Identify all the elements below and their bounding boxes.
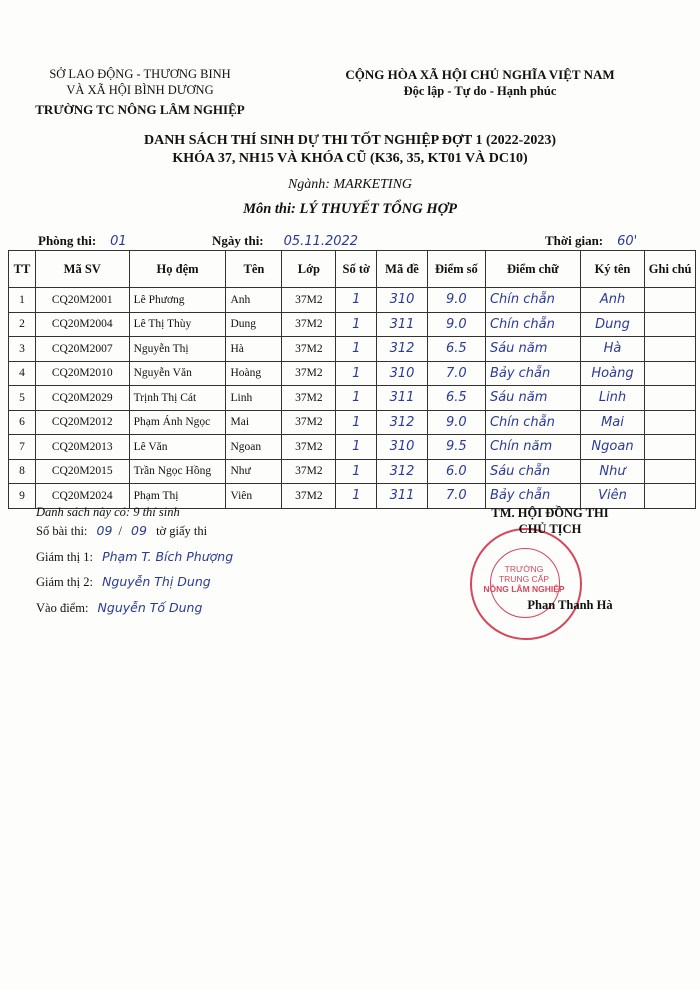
proctor-1-label: Giám thị 1:: [36, 550, 93, 564]
table-row: [9, 435, 696, 460]
cell-student-id: CQ20M2013: [35, 435, 129, 460]
ministry-line-2: VÀ XÃ HỘI BÌNH DƯƠNG: [66, 83, 214, 97]
cell-student-id: CQ20M2015: [35, 459, 129, 484]
cell-score: 7.0: [427, 361, 485, 386]
papers-suffix: tờ giấy thi: [156, 524, 208, 538]
council-title: TM. HỘI ĐỒNG THI: [491, 506, 609, 520]
table-row: [9, 459, 696, 484]
cell-given-name: Anh: [226, 288, 282, 313]
cell-score: 7.0: [427, 484, 485, 509]
document-title: DANH SÁCH THÍ SINH DỰ THI TỐT NGHIỆP ĐỢT 1 (2022-2023): [143, 133, 557, 148]
grader-line: [36, 600, 202, 616]
cell-class: 37M2: [282, 410, 336, 435]
cell-sheets: 1: [336, 484, 377, 509]
cell-score-words: Sáu năm: [485, 386, 580, 411]
cell-student-id: CQ20M2029: [35, 386, 129, 411]
cell-surname: Nguyễn Thị: [129, 337, 226, 362]
cell-score: 6.5: [427, 386, 485, 411]
proctor-2-line: [36, 574, 211, 590]
cell-score-words: Sáu chẵn: [485, 459, 580, 484]
table-row: [9, 337, 696, 362]
proctor-1-signature: Phạm T. Bích Phượng: [102, 549, 234, 564]
cell-exam-code: 311: [377, 386, 428, 411]
date-field: [212, 232, 358, 250]
cell-note: [645, 337, 696, 362]
cell-signature: Anh: [580, 288, 645, 313]
cell-given-name: Linh: [226, 386, 282, 411]
cell-score-words: Chín chẵn: [485, 312, 580, 337]
col-header: Lớp: [282, 251, 336, 288]
cell-note: [645, 410, 696, 435]
cell-surname: Lê Văn: [129, 435, 226, 460]
duration-value: 60': [617, 234, 638, 249]
national-heading: [330, 66, 630, 100]
cell-given-name: Hoàng: [226, 361, 282, 386]
cell-tt: 9: [9, 484, 36, 509]
cell-sheets: 1: [336, 386, 377, 411]
cell-class: 37M2: [282, 361, 336, 386]
cell-given-name: Như: [226, 459, 282, 484]
cell-note: [645, 312, 696, 337]
cell-class: 37M2: [282, 386, 336, 411]
cell-sheets: 1: [336, 312, 377, 337]
issuing-authority: [20, 66, 260, 118]
cell-exam-code: 310: [377, 288, 428, 313]
cell-given-name: Viên: [226, 484, 282, 509]
cell-score: 9.0: [427, 312, 485, 337]
table-row: [9, 312, 696, 337]
cell-exam-code: 312: [377, 410, 428, 435]
cell-given-name: Ngoan: [226, 435, 282, 460]
cell-score-words: Chín năm: [485, 435, 580, 460]
cell-surname: Phạm Ánh Ngọc: [129, 410, 226, 435]
cell-exam-code: 310: [377, 361, 428, 386]
cell-signature: Hà: [580, 337, 645, 362]
cell-score-words: Sáu năm: [485, 337, 580, 362]
national-motto: Độc lập - Tự do - Hạnh phúc: [403, 84, 557, 98]
cell-tt: 2: [9, 312, 36, 337]
col-header: Số tờ: [336, 251, 377, 288]
cell-score: 9.0: [427, 288, 485, 313]
col-header: Ghi chú: [645, 251, 696, 288]
duration-label: Thời gian:: [545, 233, 604, 248]
cell-student-id: CQ20M2012: [35, 410, 129, 435]
seal-line-2: TRUNG CẤP: [498, 574, 550, 584]
country-name: CỘNG HÒA XÃ HỘI CHỦ NGHĨA VIỆT NAM: [345, 67, 615, 82]
cell-student-id: CQ20M2001: [35, 288, 129, 313]
cell-student-id: CQ20M2010: [35, 361, 129, 386]
chairman-title: CHỦ TỊCH: [518, 522, 582, 536]
papers-value: 09: [96, 523, 113, 538]
cell-sheets: 1: [336, 435, 377, 460]
cell-score-words: Bảy chẵn: [485, 484, 580, 509]
cell-note: [645, 288, 696, 313]
col-header: Mã đề: [377, 251, 428, 288]
seal-line-3: NÔNG LÂM NGHIỆP: [483, 584, 565, 594]
cell-note: [645, 484, 696, 509]
cell-tt: 8: [9, 459, 36, 484]
cell-sheets: 1: [336, 288, 377, 313]
papers-label: Số bài thi:: [36, 524, 88, 538]
cell-sheets: 1: [336, 361, 377, 386]
cell-exam-code: 311: [377, 312, 428, 337]
table-row: [9, 288, 696, 313]
room-value: 01: [110, 234, 127, 249]
grader-signature: Nguyễn Tố Dung: [97, 600, 203, 615]
cell-tt: 7: [9, 435, 36, 460]
cell-score-words: Chín chẵn: [485, 410, 580, 435]
cell-tt: 3: [9, 337, 36, 362]
cell-signature: Mai: [580, 410, 645, 435]
cell-exam-code: 310: [377, 435, 428, 460]
cell-student-id: CQ20M2007: [35, 337, 129, 362]
cell-sheets: 1: [336, 459, 377, 484]
cell-class: 37M2: [282, 337, 336, 362]
cell-signature: Linh: [580, 386, 645, 411]
proctor-2-signature: Nguyễn Thị Dung: [102, 574, 211, 589]
cell-signature: Như: [580, 459, 645, 484]
cell-class: 37M2: [282, 459, 336, 484]
cell-score: 9.5: [427, 435, 485, 460]
cell-surname: Nguyễn Văn: [129, 361, 226, 386]
cell-tt: 6: [9, 410, 36, 435]
cell-given-name: Dung: [226, 312, 282, 337]
cell-class: 37M2: [282, 288, 336, 313]
candidate-count-note: Danh sách này có: 9 thí sinh: [36, 505, 180, 519]
cell-exam-code: 312: [377, 459, 428, 484]
col-header: Mã SV: [35, 251, 129, 288]
cell-sheets: 1: [336, 410, 377, 435]
col-header: Ký tên: [580, 251, 645, 288]
cell-score-words: Bảy chẵn: [485, 361, 580, 386]
cell-student-id: CQ20M2024: [35, 484, 129, 509]
col-header: Điểm chữ: [485, 251, 580, 288]
papers-count: 09: [131, 523, 147, 538]
cell-exam-code: 312: [377, 337, 428, 362]
chairman-name: Phan Thanh Hà: [527, 598, 613, 612]
cell-note: [645, 361, 696, 386]
cell-signature: Ngoan: [580, 435, 645, 460]
cell-score: 6.5: [427, 337, 485, 362]
cell-surname: Phạm Thị: [129, 484, 226, 509]
proctor-1-line: [36, 549, 233, 565]
table-header-row: [9, 251, 696, 288]
table-row: [9, 410, 696, 435]
chairman-signature-block: [455, 505, 645, 613]
cell-surname: Trần Ngọc Hồng: [129, 459, 226, 484]
candidate-table: [8, 250, 696, 509]
major-line: Ngành: MARKETING: [287, 177, 413, 192]
grader-label: Vào điểm:: [36, 601, 89, 615]
room-field: [38, 232, 127, 250]
papers-line: Số bài thi: 09 / 09 tờ giấy thi: [36, 523, 208, 538]
col-header: Điểm số: [427, 251, 485, 288]
proctor-2-label: Giám thị 2:: [36, 575, 93, 589]
seal-line-1: TRƯỜNG: [504, 564, 544, 574]
col-header: Tên: [226, 251, 282, 288]
cell-given-name: Mai: [226, 410, 282, 435]
cell-class: 37M2: [282, 484, 336, 509]
cell-score-words: Chín chẵn: [485, 288, 580, 313]
date-value: 05.11.2022: [283, 234, 359, 249]
col-header: Họ đệm: [129, 251, 226, 288]
cell-exam-code: 311: [377, 484, 428, 509]
cell-surname: Lê Thị Thùy: [129, 312, 226, 337]
cell-student-id: CQ20M2004: [35, 312, 129, 337]
table-row: [9, 386, 696, 411]
cell-class: 37M2: [282, 435, 336, 460]
duration-field: [545, 232, 637, 250]
room-label: Phòng thi:: [38, 233, 97, 248]
cell-tt: 4: [9, 361, 36, 386]
cell-score: 6.0: [427, 459, 485, 484]
cell-tt: 5: [9, 386, 36, 411]
cell-given-name: Hà: [226, 337, 282, 362]
cell-note: [645, 459, 696, 484]
table-row: [9, 361, 696, 386]
cell-note: [645, 386, 696, 411]
cell-sheets: 1: [336, 337, 377, 362]
cell-signature: Dung: [580, 312, 645, 337]
col-header: TT: [9, 251, 36, 288]
cell-signature: Viên: [580, 484, 645, 509]
cell-tt: 1: [9, 288, 36, 313]
subject-line: Môn thi: LÝ THUYẾT TỔNG HỢP: [243, 201, 457, 217]
school-name: TRƯỜNG TC NÔNG LÂM NGHIỆP: [35, 102, 245, 117]
cell-signature: Hoàng: [580, 361, 645, 386]
ministry-line-1: SỞ LAO ĐỘNG - THƯƠNG BINH: [49, 67, 231, 81]
cell-note: [645, 435, 696, 460]
date-label: Ngày thi:: [212, 233, 264, 248]
cell-score: 9.0: [427, 410, 485, 435]
document-subtitle: KHÓA 37, NH15 VÀ KHÓA CŨ (K36, 35, KT01 VÀ DC10): [172, 151, 528, 166]
cell-class: 37M2: [282, 312, 336, 337]
cell-surname: Lê Phương: [129, 288, 226, 313]
cell-surname: Trịnh Thị Cát: [129, 386, 226, 411]
